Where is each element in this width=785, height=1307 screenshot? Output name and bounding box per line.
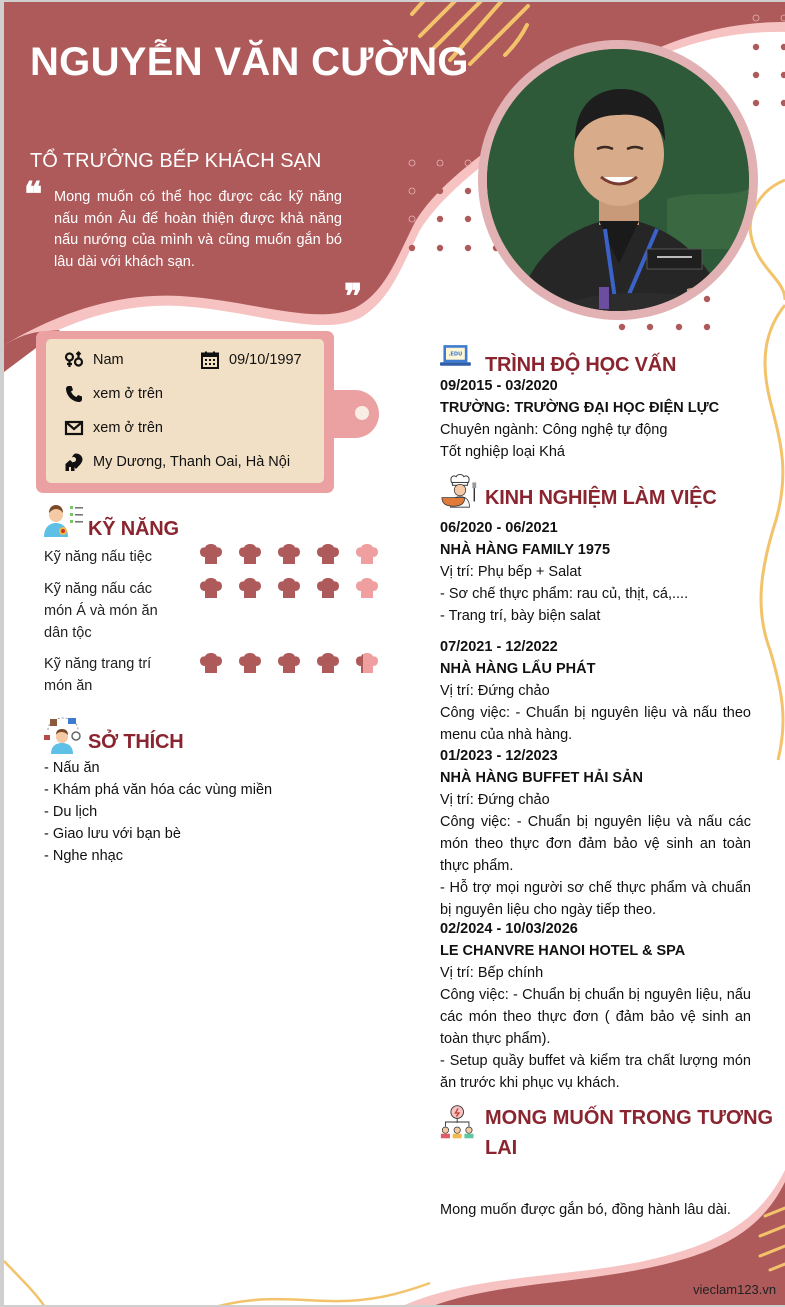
chef-hat-icon bbox=[200, 544, 222, 564]
job-company: NHÀ HÀNG LẨU PHÁT bbox=[440, 661, 596, 677]
job-company: LE CHANVRE HANOI HOTEL & SPA bbox=[440, 943, 686, 959]
home-location-icon bbox=[63, 451, 85, 473]
experience-job-3 bbox=[440, 745, 751, 921]
chef-hat-empty-icon bbox=[356, 578, 378, 598]
job-detail: Công việc: - Chuẩn bị chuẩn bị nguyên liệu, nấu các món theo thực đơn ( đảm bảo vệ sinh an toàn thực phẩm). bbox=[440, 987, 751, 1047]
hobbies-title: SỞ THÍCH bbox=[88, 731, 184, 753]
skill-rating-3 bbox=[200, 653, 378, 673]
job-detail: - Hỗ trợ mọi người sơ chế thực phẩm và chuẩn bị nguyên liệu cho ngày tiếp theo. bbox=[440, 880, 751, 918]
job-position: Vị trí: Đứng chảo bbox=[440, 792, 550, 808]
job-title: TỔ TRƯỞNG BẾP KHÁCH SẠN bbox=[30, 150, 322, 172]
chef-hat-icon bbox=[239, 578, 261, 598]
skill-label-3: Kỹ năng trang trí món ăn bbox=[44, 656, 152, 694]
chef-hat-icon bbox=[317, 544, 339, 564]
skill-label-2: Kỹ năng nấu các món Á và món ăn dân tộc bbox=[44, 581, 158, 641]
info-email bbox=[63, 417, 163, 439]
quote-open-icon: ❝ bbox=[24, 175, 43, 215]
hobbies-section-header bbox=[42, 716, 183, 754]
chef-hat-icon bbox=[278, 544, 300, 564]
chef-hat-icon bbox=[317, 578, 339, 598]
gender-icon bbox=[63, 349, 85, 371]
education-section-header bbox=[440, 339, 676, 377]
personal-info-panel bbox=[46, 339, 324, 483]
skills-title: KỸ NĂNG bbox=[88, 518, 179, 540]
address-value: My Dương, Thanh Oai, Hà Nội bbox=[93, 454, 291, 470]
goals-description: Mong muốn được gắn bó, đồng hành lâu dài. bbox=[440, 1202, 731, 1218]
phone-icon bbox=[63, 383, 85, 405]
chef-cooking-icon bbox=[440, 472, 480, 510]
chef-hat-icon bbox=[278, 578, 300, 598]
job-company: NHÀ HÀNG FAMILY 1975 bbox=[440, 542, 611, 558]
candidate-name: NGUYỄN VĂN CƯỜNG bbox=[30, 40, 469, 84]
skills-person-icon bbox=[42, 503, 84, 541]
goals-text bbox=[440, 1199, 751, 1221]
hobbies-list bbox=[44, 757, 272, 867]
email-value: xem ở trên bbox=[93, 420, 163, 436]
skill-rating-1 bbox=[200, 544, 378, 564]
education-period: 09/2015 - 03/2020 bbox=[440, 378, 558, 394]
chef-hat-icon bbox=[278, 653, 300, 673]
chef-hat-icon bbox=[200, 578, 222, 598]
goals-section-header bbox=[440, 1103, 773, 1163]
career-objective: Mong muốn có thể học được các kỹ năng nấu món Âu để hoàn thiện được khả năng nấu nướng của mình và cũng muốn gắn bó lâu dài với khách sạn. bbox=[54, 189, 342, 270]
job-detail: - Sơ chế thực phẩm: rau củ, thịt, cá,.... bbox=[440, 586, 689, 602]
education-title: TRÌNH ĐỘ HỌC VẤN bbox=[485, 354, 677, 376]
chef-hat-empty-icon bbox=[356, 544, 378, 564]
job-period: 07/2021 - 12/2022 bbox=[440, 639, 558, 655]
phone-value: xem ở trên bbox=[93, 386, 163, 402]
hobbies-person-icon bbox=[42, 716, 84, 754]
gender-value: Nam bbox=[93, 352, 124, 368]
avatar-portrait-icon bbox=[487, 49, 749, 311]
hobby-item: - Nấu ăn bbox=[44, 760, 100, 776]
chef-hat-icon bbox=[239, 653, 261, 673]
chef-hat-icon bbox=[200, 653, 222, 673]
calendar-icon bbox=[199, 349, 221, 371]
job-period: 01/2023 - 12/2023 bbox=[440, 748, 558, 764]
avatar bbox=[487, 49, 749, 311]
job-detail: - Trang trí, bày biện salat bbox=[440, 608, 601, 624]
job-position: Vị trí: Bếp chính bbox=[440, 965, 544, 981]
footer-brand: vieclam123.vn bbox=[693, 1282, 777, 1297]
team-idea-icon bbox=[440, 1103, 478, 1141]
job-period: 02/2024 - 10/03/2026 bbox=[440, 921, 578, 937]
job-detail: Công việc: - Chuẩn bị nguyên liệu và nấu theo menu của nhà hàng. bbox=[440, 705, 751, 743]
skill-label-1: Kỹ năng nấu tiệc bbox=[44, 549, 153, 565]
job-period: 06/2020 - 06/2021 bbox=[440, 520, 558, 536]
laptop-edu-icon bbox=[440, 339, 476, 377]
skills-section-header bbox=[42, 503, 179, 541]
chef-hat-partial-icon bbox=[356, 653, 378, 673]
hobby-item: - Giao lưu với bạn bè bbox=[44, 826, 181, 842]
experience-job-4 bbox=[440, 918, 751, 1094]
experience-section-header bbox=[440, 472, 717, 510]
hobby-item: - Khám phá văn hóa các vùng miền bbox=[44, 782, 273, 798]
info-card-hole bbox=[355, 406, 369, 420]
experience-job-2 bbox=[440, 636, 751, 746]
goals-title bbox=[485, 1103, 773, 1163]
education-major: Chuyên ngành: Công nghệ tự động bbox=[440, 422, 668, 438]
email-icon bbox=[63, 417, 85, 439]
education-grade: Tốt nghiệp loại Khá bbox=[440, 444, 565, 460]
job-position: Vị trí: Phụ bếp + Salat bbox=[440, 564, 582, 580]
hobby-item: - Du lịch bbox=[44, 804, 98, 820]
experience-title: KINH NGHIỆM LÀM VIỆC bbox=[485, 487, 717, 509]
education-entry bbox=[440, 375, 751, 463]
chef-hat-icon bbox=[239, 544, 261, 564]
info-phone bbox=[63, 383, 163, 405]
goals-title-line-2: LAI bbox=[485, 1137, 518, 1159]
hobby-item: - Nghe nhạc bbox=[44, 848, 123, 864]
experience-job-1 bbox=[440, 517, 751, 627]
skill-rating-2 bbox=[200, 578, 378, 598]
info-birthday bbox=[199, 349, 302, 371]
education-school: TRƯỜNG: TRƯỜNG ĐẠI HỌC ĐIỆN LỰC bbox=[440, 400, 720, 416]
job-position: Vị trí: Đứng chảo bbox=[440, 683, 550, 699]
job-detail: - Setup quầy buffet và kiểm tra chất lượng món ăn trước khi phục vụ khách. bbox=[440, 1053, 751, 1091]
job-detail: Công việc: - Chuẩn bị nguyên liệu và nấu các món theo thực đơn đảm bảo vệ sinh an toàn thực phẩm. bbox=[440, 814, 751, 874]
birthday-value: 09/10/1997 bbox=[229, 352, 302, 368]
info-gender bbox=[63, 349, 124, 371]
goals-title-line-1: MONG MUỐN TRONG TƯƠNG bbox=[485, 1107, 774, 1129]
job-company: NHÀ HÀNG BUFFET HẢI SẢN bbox=[440, 770, 643, 786]
page-border-top bbox=[0, 0, 785, 2]
chef-hat-icon bbox=[317, 653, 339, 673]
info-address bbox=[63, 451, 290, 473]
page-border-left bbox=[0, 0, 4, 1307]
quote-close-icon: ❞ bbox=[344, 277, 363, 317]
svg-text:.EDU: .EDU bbox=[448, 351, 463, 358]
